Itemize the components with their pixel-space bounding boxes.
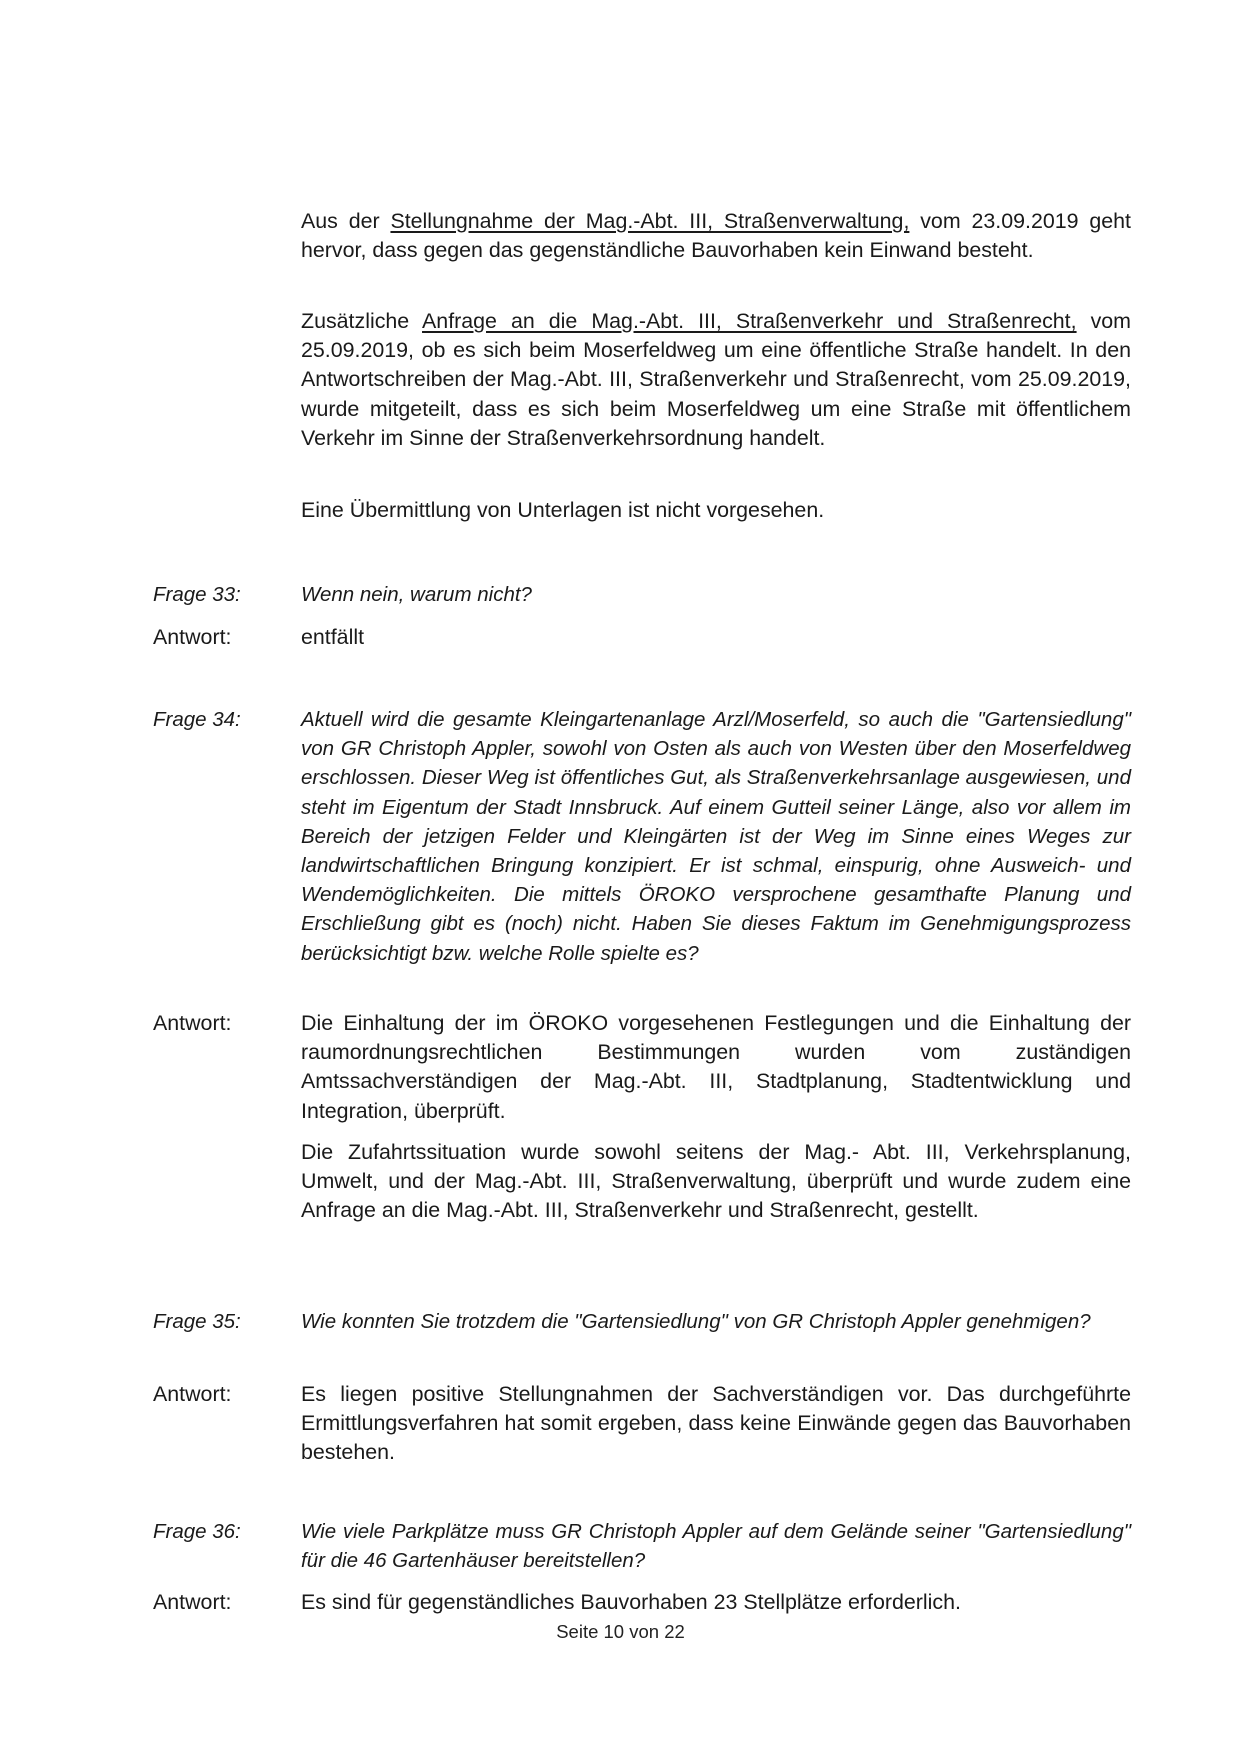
intro-text: vom 23.09.2019 geht hervor, dass gegen das gegenständliche Bauvorhaben kein Einwand besteht. <box>301 209 1131 263</box>
frage-34-label: Frage 34: <box>153 708 241 731</box>
frage-35-label: Frage 35: <box>153 1310 241 1333</box>
stellungnahme-link: Stellungnahme der Mag.-Abt. III, Straßenverwaltung, <box>390 209 910 233</box>
intro-text: Zusätzliche <box>301 309 423 333</box>
antwort-36-text: Es sind für gegenständliches Bauvorhaben 23 Stellplätze erforderlich. <box>301 1590 961 1614</box>
antwort-34-label: Antwort: <box>153 1011 232 1035</box>
antwort-36-label: Antwort: <box>153 1590 232 1614</box>
antwort-34-text-2: Die Zufahrtssituation wurde sowohl seitens der Mag.- Abt. III, Verkehrsplanung, Umwelt, und der Mag.-Abt. III, Straßenverwaltung, überprüft und wurde zudem eine Anfrage an die Mag.-Abt. III, Straßenverkehr und Straßenrecht, gestellt. <box>301 1140 1131 1223</box>
antwort-35-label: Antwort: <box>153 1382 232 1406</box>
intro-paragraph-2 <box>301 307 1131 453</box>
anfrage-link: Anfrage an die Mag.-Abt. III, Straßenverkehr und Straßenrecht, <box>422 309 1077 333</box>
antwort-33-label: Antwort: <box>153 625 232 649</box>
frage-33-label: Frage 33: <box>153 583 241 606</box>
frage-36-text: Wie viele Parkplätze muss GR Christoph Appler auf dem Gelände seiner "Gartensiedlung" für die 46 Gartenhäuser bereitstellen? <box>301 1520 1131 1573</box>
intro-text: vom 25.09.2019, ob es sich beim Moserfeldweg um eine öffentliche Straße handelt. In den Antwortschreiben der Mag.-Abt. III, Straßenverkehr und Straßenrecht, vom 25.09.2019, wurde mitgeteilt, dass es sich beim Moserfeldweg um eine Straße mit öffentlichem Verkehr im Sinne der Straßenverkehrsordnung handelt. <box>301 309 1132 450</box>
intro-text: Aus der <box>301 209 391 233</box>
intro-paragraph-1 <box>301 207 1131 265</box>
intro-paragraph-3: Eine Übermittlung von Unterlagen ist nicht vorgesehen. <box>301 498 825 522</box>
antwort-34-text: Die Einhaltung der im ÖROKO vorgesehenen Festlegungen und die Einhaltung der raumordnungsrechtlichen Bestimmungen wurden vom zuständigen Amtssachverständigen der Mag.-Abt. III, Stadtplanung, Stadtentwicklung und Integration, überprüft. <box>301 1011 1131 1123</box>
frage-36-label: Frage 36: <box>153 1520 241 1543</box>
antwort-33-text: entfällt <box>301 625 365 649</box>
frage-33-text: Wenn nein, warum nicht? <box>301 583 532 606</box>
page-number: Seite 10 von 22 <box>556 1621 685 1642</box>
frage-35-text: Wie konnten Sie trotzdem die "Gartensiedlung" von GR Christoph Appler genehmigen? <box>301 1310 1091 1333</box>
frage-34-text: Aktuell wird die gesamte Kleingartenanlage Arzl/Moserfeld, so auch die "Gartensiedlung" von GR Christoph Appler, sowohl von Osten als auch von Westen über den Moserfeldweg erschlossen. Dieser Weg ist öffentliches Gut, als Straßenverkehrsanlage ausgewiesen, und steht im Eigentum der Stadt Innsbruck. Auf einem Gutteil seiner Länge, also vor allem im Bereich der jetzigen Felder und Kleingärten ist der Weg im Sinne eines Weges zur landwirtschaftlichen Bringung konzipiert. Er ist schmal, einspurig, ohne Ausweich- und Wendemöglichkeiten. Die mittels ÖROKO versprochene gesamthafte Planung und Erschließung gibt es (noch) nicht. Haben Sie dieses Faktum im Genehmigungsprozess berücksichtigt bzw. welche Rolle spielte es? <box>301 708 1131 965</box>
antwort-35-text: Es liegen positive Stellungnahmen der Sachverständigen vor. Das durchgeführte Ermittlungsverfahren hat somit ergeben, dass keine Einwände gegen das Bauvorhaben bestehen. <box>301 1382 1131 1465</box>
